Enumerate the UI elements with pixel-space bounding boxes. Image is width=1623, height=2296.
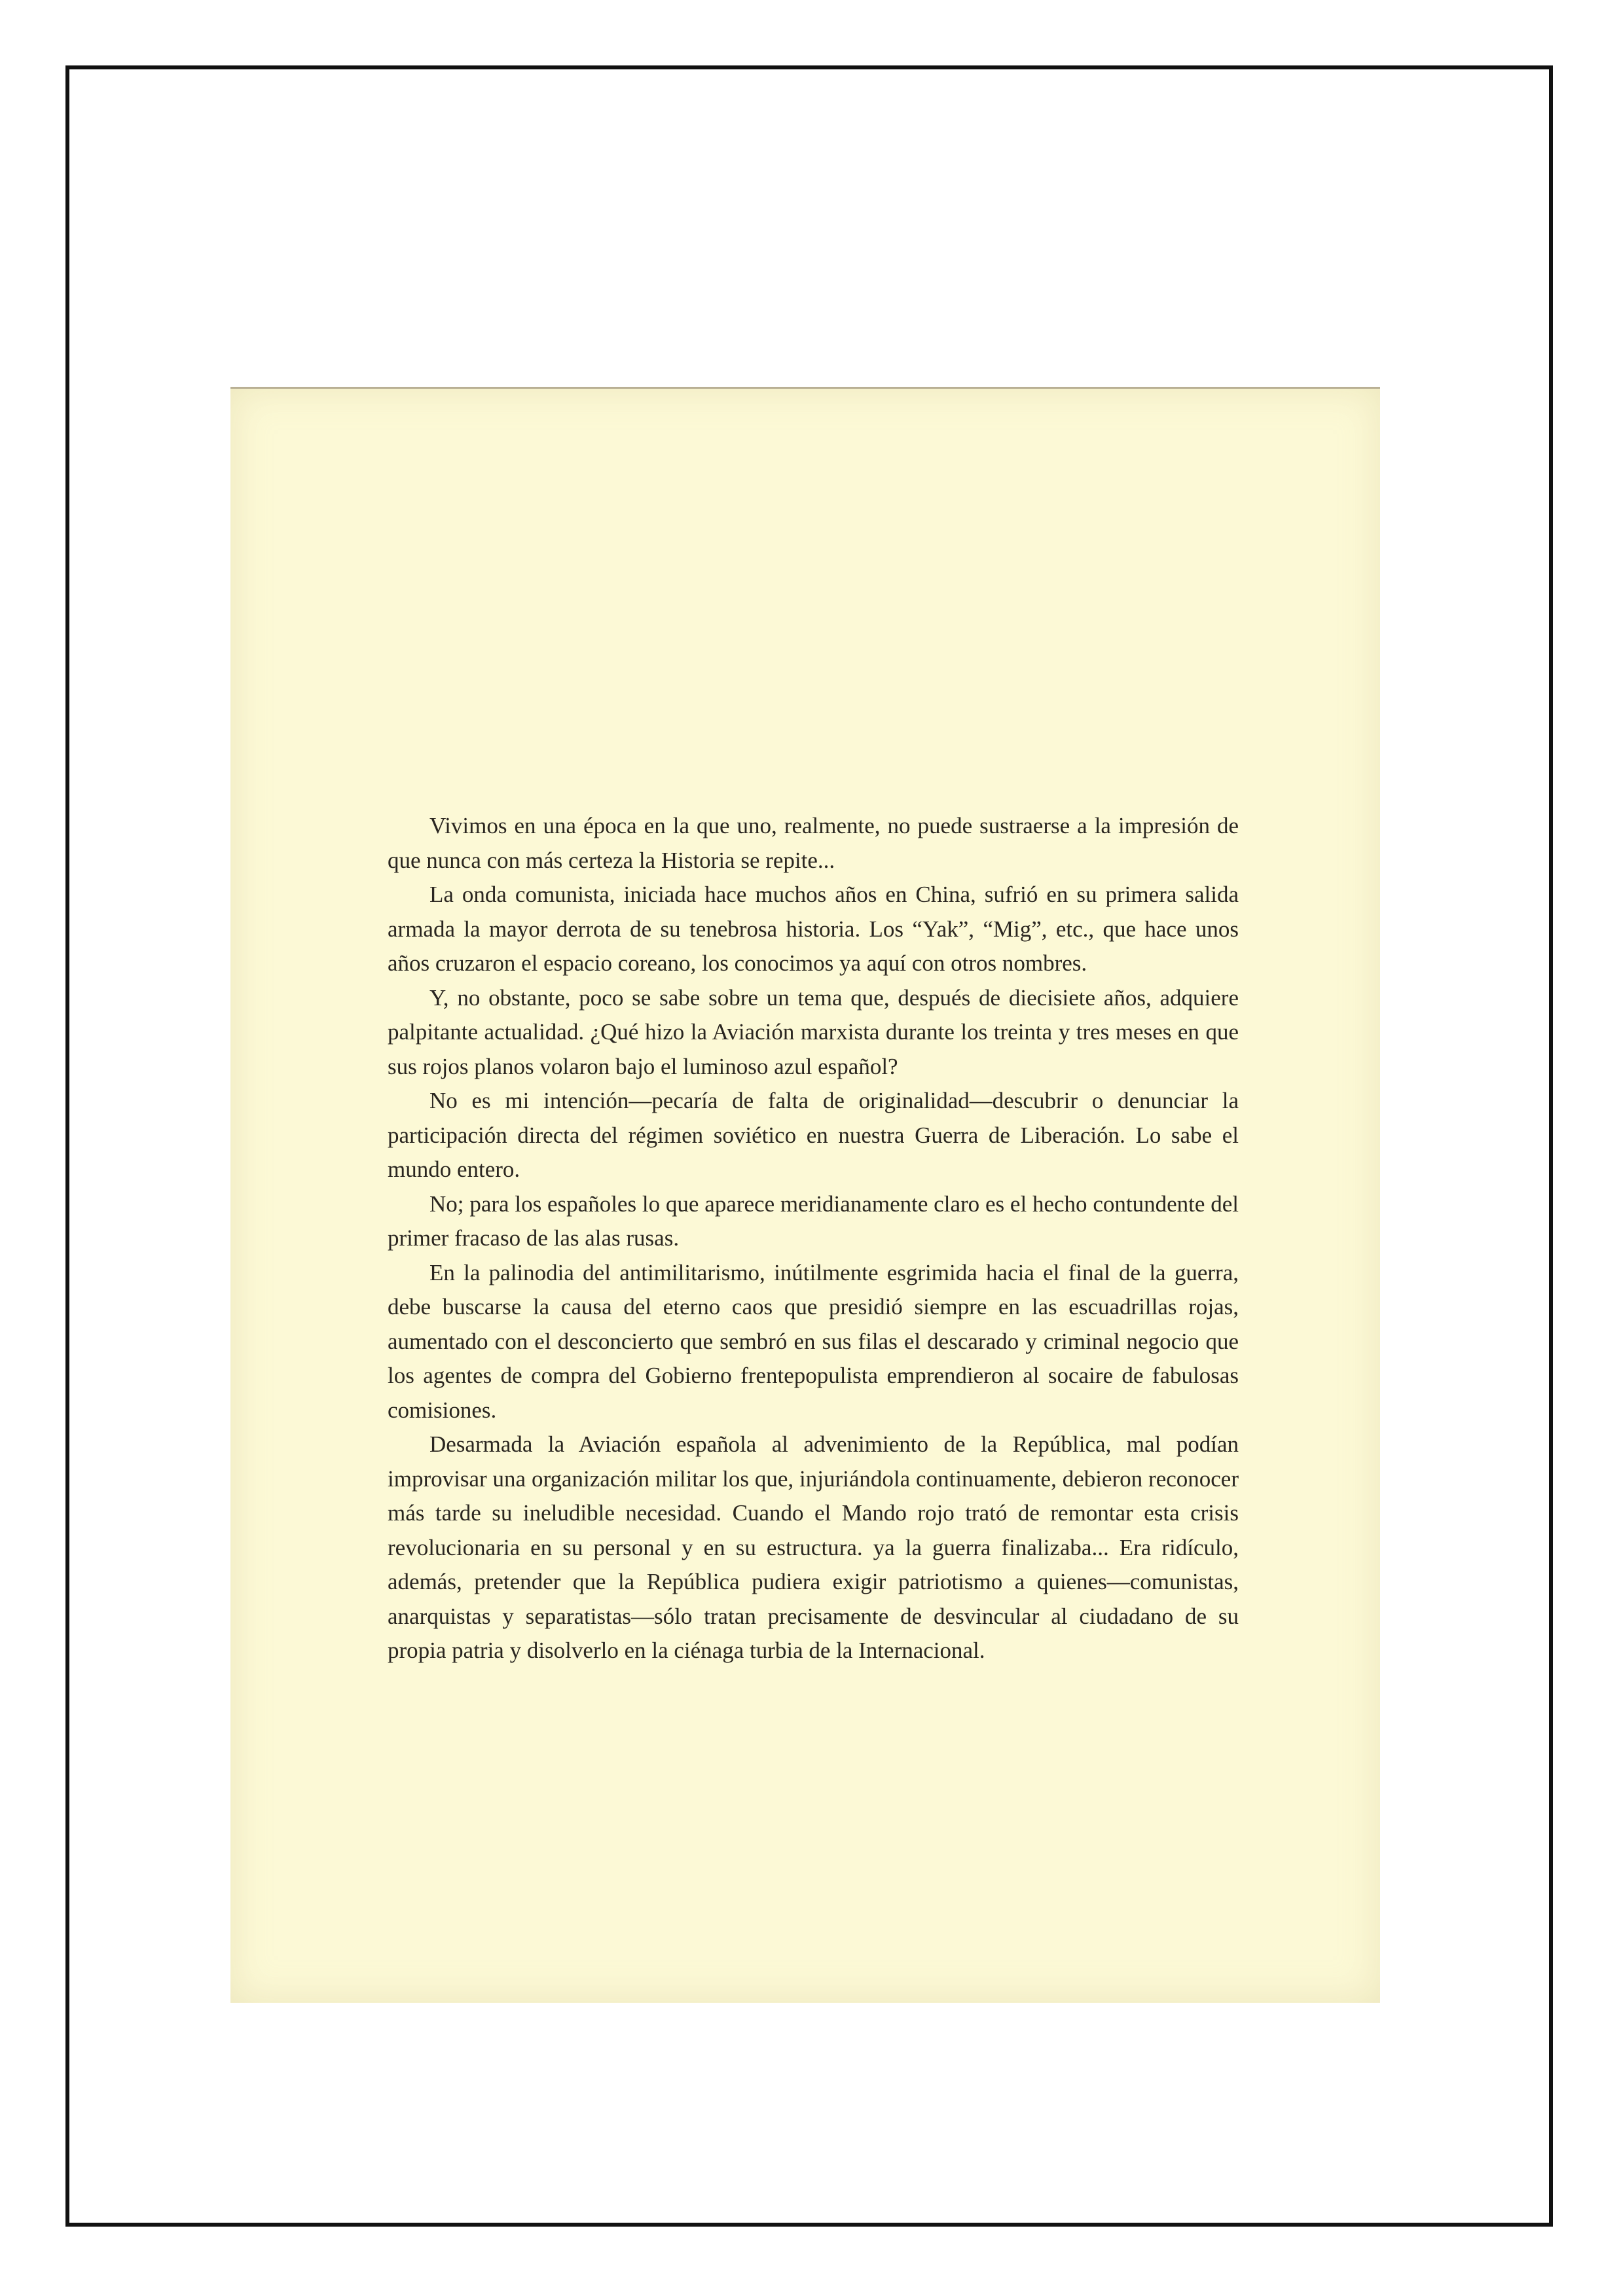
- body-text: [388, 809, 1239, 1668]
- paragraph-3: Y, no obstante, poco se sabe sobre un tema que, después de diecisiete años, adquiere palpitante actualidad. ¿Qué hizo la Aviación marxista durante los treinta y tres meses en que sus rojos planos volaron bajo el luminoso azul español?: [388, 984, 1239, 1079]
- paragraph-7: Desarmada la Aviación española al advenimiento de la República, mal podían improvisar una organización militar los que, injuriándola continuamente, debieron reconocer más tarde su ineludible necesidad. Cuando el Mando rojo trató de remontar esta crisis revolucionaria en su personal y en su estructura. ya la guerra finalizaba... Era ridículo, además, pretender que la República pudiera exigir patriotismo a quienes—comunistas, anarquistas y separatistas—sólo tratan precisamente de desvincular al ciudadano de su propia patria y disolverlo en la ciénaga turbia de la Internacional.: [388, 1431, 1239, 1663]
- paragraph-1: Vivimos en una época en la que uno, realmente, no puede sustraerse a la impresión de que nunca con más certeza la Historia se repite...: [388, 813, 1239, 873]
- paragraph-2: La onda comunista, iniciada hace muchos años en China, sufrió en su primera salida armada la mayor derrota de su tenebrosa historia. Los “Yak”, “Mig”, etc., que hace unos años cruzaron el espacio coreano, los conocimos ya aquí con otros nombres.: [388, 882, 1239, 976]
- scan-top-edge: [230, 387, 1380, 389]
- paragraph-6: En la palinodia del antimilitarismo, inútilmente esgrimida hacia el final de la guerra, debe buscarse la causa del eterno caos que presidió siempre en las escuadrillas rojas, aumentado con el desconcierto que sembró en sus filas el descarado y criminal negocio que los agentes de compra del Gobierno frentepopulista emprendieron al socaire de fabulosas comisiones.: [388, 1259, 1239, 1423]
- paragraph-4: No es mi intención—pecaría de falta de originalidad—descubrir o denunciar la participación directa del régimen soviético en nuestra Guerra de Liberación. Lo sabe el mundo entero.: [388, 1088, 1239, 1182]
- scanned-page: [230, 387, 1380, 2003]
- paragraph-5: No; para los españoles lo que aparece meridianamente claro es el hecho contundente del primer fracaso de las alas rusas.: [388, 1191, 1239, 1251]
